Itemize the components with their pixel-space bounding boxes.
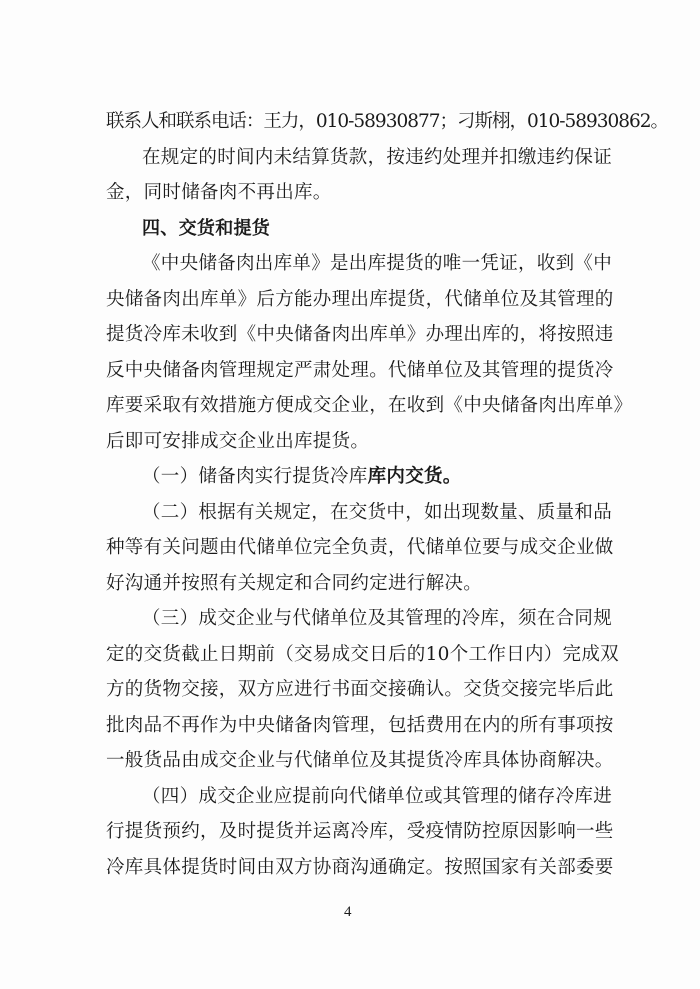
paragraph-line: 好沟通并按照有关规定和合同约定进行解决。 — [106, 573, 483, 594]
paragraph-line: 反中央储备肉管理规定严肃处理。代储单位及其管理的提货冷 — [106, 360, 614, 381]
emphasis-text: 库内交货。 — [367, 466, 462, 487]
paragraph-line: 定的交货截止日期前（交易成交日后的10个工作日内）完成双 — [106, 644, 619, 665]
paragraph-line — [142, 465, 462, 489]
paragraph-line: （二）根据有关规定，在交货中，如出现数量、质量和品 — [142, 502, 613, 523]
paragraph-line: 联系人和联系电话：王力，010-58930877；刁斯栩，010-58930862。 — [106, 111, 669, 132]
paragraph-line: 后即可安排成交企业出库提货。 — [106, 431, 370, 452]
page-number: 4 — [344, 904, 352, 920]
paragraph-line: 在规定的时间内未结算货款，按违约处理并扣缴违约保证 — [142, 147, 613, 168]
paragraph-line: 冷库具体提货时间由双方协商沟通确定。按照国家有关部委要 — [106, 857, 614, 878]
paragraph-line: （四）成交企业应提前向代储单位或其管理的储存冷库进 — [142, 786, 613, 807]
paragraph-line: （三）成交企业与代储单位及其管理的冷库，须在合同规 — [142, 608, 613, 629]
paragraph-line: 金，同时储备肉不再出库。 — [106, 182, 332, 203]
paragraph-line: 库要采取有效措施方便成交企业，在收到《中央储备肉出库单》 — [106, 395, 633, 416]
paragraph-line: 方的货物交接，双方应进行书面交接确认。交货交接完毕后此 — [106, 679, 614, 700]
line-text: （一）储备肉实行提货冷库 — [142, 466, 368, 487]
paragraph-line: 种等有关问题由代储单位完全负责，代储单位要与成交企业做 — [106, 537, 614, 558]
paragraph-line: 行提货预约，及时提货并运离冷库，受疫情防控原因影响一些 — [106, 821, 614, 842]
section-heading: 四、交货和提货 — [142, 218, 271, 239]
paragraph-line: 《中央储备肉出库单》是出库提货的唯一凭证，收到《中 — [142, 253, 613, 274]
paragraph-line: 央储备肉出库单》后方能办理出库提货，代储单位及其管理的 — [106, 289, 614, 310]
paragraph-line: 批肉品不再作为中央储备肉管理，包括费用在内的所有事项按 — [106, 715, 614, 736]
paragraph-line: 提货冷库未收到《中央储备肉出库单》办理出库的，将按照违 — [106, 324, 614, 345]
paragraph-line: 一般货品由成交企业与代储单位及其提货冷库具体协商解决。 — [106, 750, 614, 771]
